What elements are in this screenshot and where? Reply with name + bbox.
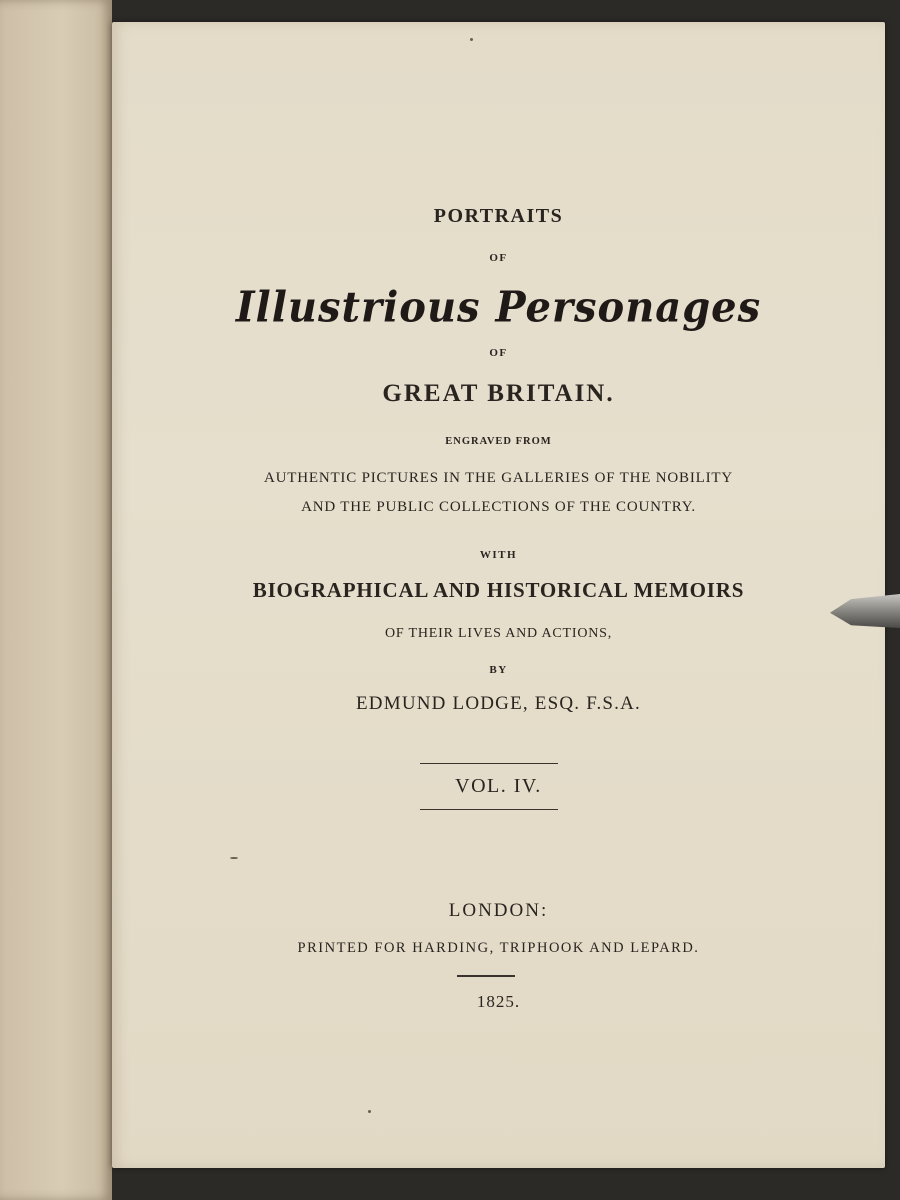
left-facing-page bbox=[0, 0, 112, 1200]
title-great-britain: GREAT BRITAIN. bbox=[382, 380, 615, 407]
title-page bbox=[112, 22, 885, 1168]
author-name: EDMUND LODGE, ESQ. F.S.A. bbox=[356, 693, 641, 714]
imprint-printer: PRINTED FOR HARDING, TRIPHOOK AND LEPARD. bbox=[297, 940, 700, 956]
volume-rule-bottom bbox=[420, 809, 558, 810]
imprint-year: 1825. bbox=[476, 992, 521, 1011]
authentic-line-1: AUTHENTIC PICTURES IN THE GALLERIES OF THE NOBILITY bbox=[264, 470, 733, 486]
imprint-city: LONDON: bbox=[448, 900, 549, 921]
connector-of-1: OF bbox=[489, 252, 508, 264]
authentic-line-2: AND THE PUBLIC COLLECTIONS OF THE COUNTRY. bbox=[301, 499, 696, 515]
paper-speck bbox=[470, 38, 473, 41]
paper-mark bbox=[230, 857, 238, 859]
volume-rule-top bbox=[420, 763, 558, 764]
title-illustrious-personages: Illustrious Personages bbox=[235, 282, 762, 333]
engraved-from: ENGRAVED FROM bbox=[445, 436, 552, 447]
imprint-rule bbox=[457, 975, 515, 977]
title-portraits: PORTRAITS bbox=[433, 205, 564, 227]
lives-and-actions: OF THEIR LIVES AND ACTIONS, bbox=[384, 626, 613, 641]
connector-of-2: OF bbox=[489, 347, 508, 359]
memoirs-heading: BIOGRAPHICAL AND HISTORICAL MEMOIRS bbox=[252, 578, 745, 602]
connector-by: BY bbox=[489, 664, 508, 676]
paper-speck bbox=[368, 1110, 371, 1113]
volume-label: VOL. IV. bbox=[455, 775, 542, 797]
connector-with: WITH bbox=[479, 549, 518, 561]
